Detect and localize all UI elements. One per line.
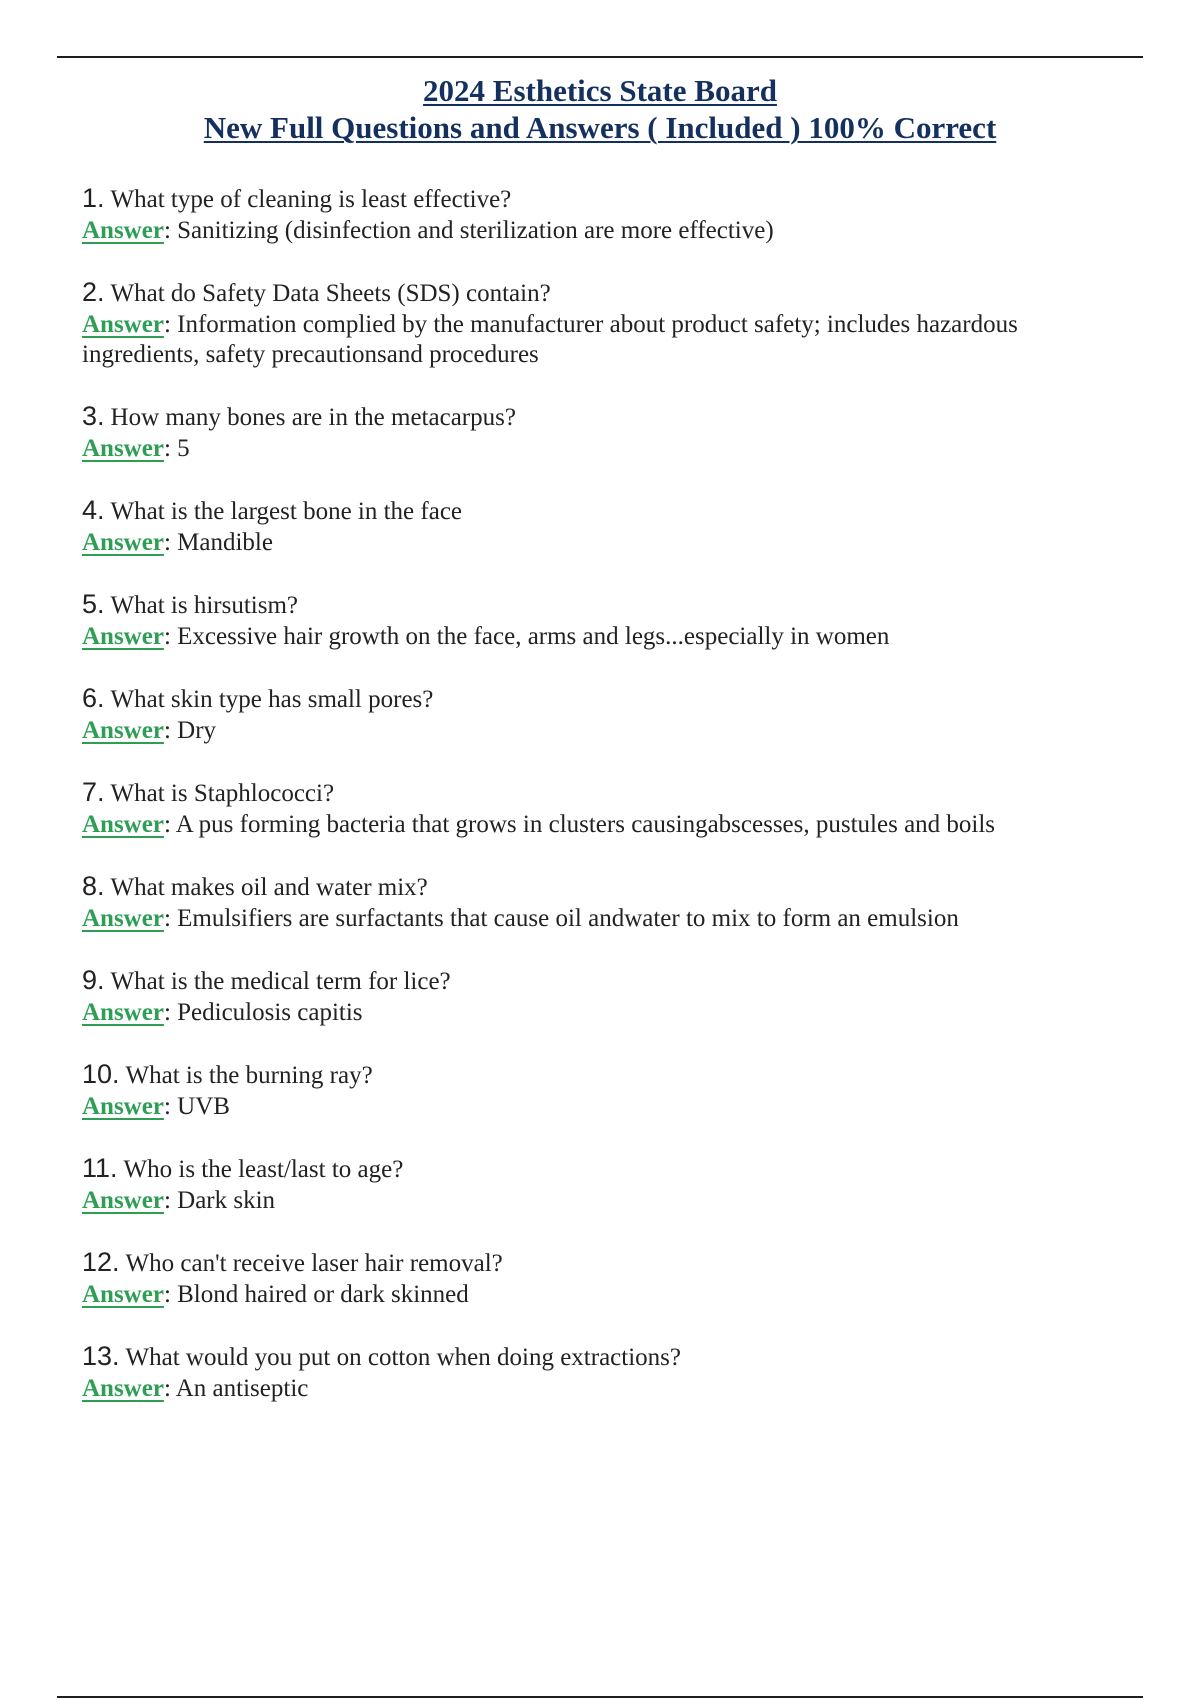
qa-item: [82, 776, 1132, 840]
answer: [82, 716, 1132, 746]
answer-text: : UVB: [163, 1093, 230, 1120]
answer-text: : Sanitizing (disinfection and sterilization are more effective): [163, 217, 774, 244]
question-number: 2.: [82, 277, 105, 307]
question-text: What is the burning ray?: [125, 1062, 373, 1089]
answer-label: Answer: [82, 811, 164, 838]
question-number: 9.: [82, 965, 105, 995]
question: [82, 870, 1132, 904]
question-number: 8.: [82, 871, 105, 901]
qa-item: [82, 682, 1132, 746]
answer: [82, 310, 1132, 370]
question-number: 5.: [82, 589, 105, 619]
question-number: 13.: [82, 1341, 120, 1371]
answer: [82, 998, 1132, 1028]
answer-label: Answer: [82, 217, 164, 244]
question: [82, 1058, 1132, 1092]
question-text: What type of cleaning is least effective?: [110, 186, 512, 213]
question-number: 1.: [82, 183, 105, 213]
question-number: 10.: [82, 1059, 120, 1089]
answer: [82, 810, 1132, 840]
answer: [82, 1280, 1132, 1310]
answer: [82, 1374, 1132, 1404]
question-text: Who is the least/last to age?: [123, 1156, 404, 1183]
answer: [82, 1092, 1132, 1122]
question-text: What is hirsutism?: [110, 592, 299, 619]
question-number: 12.: [82, 1247, 120, 1277]
question-text: How many bones are in the metacarpus?: [110, 404, 516, 431]
answer: [82, 434, 1132, 464]
question: [82, 588, 1132, 622]
bottom-divider: [57, 1696, 1143, 1698]
answer-label: Answer: [82, 1093, 164, 1120]
answer-label: Answer: [82, 623, 164, 650]
title-line-2: New Full Questions and Answers ( Included ) 100% Correct: [203, 110, 997, 145]
qa-list: [82, 182, 1132, 1434]
qa-item: [82, 276, 1132, 370]
question: [82, 964, 1132, 998]
answer-text: : Mandible: [163, 529, 273, 556]
answer-label: Answer: [82, 905, 164, 932]
document-title: [0, 72, 1200, 146]
answer-text: : Pediculosis capitis: [163, 999, 363, 1026]
question: [82, 1152, 1132, 1186]
question-text: What do Safety Data Sheets (SDS) contain?: [110, 280, 551, 307]
question-text: What skin type has small pores?: [110, 686, 434, 713]
question-text: What is the largest bone in the face: [110, 498, 463, 525]
question: [82, 182, 1132, 216]
qa-item: [82, 964, 1132, 1028]
qa-item: [82, 1058, 1132, 1122]
question-text: What would you put on cotton when doing extractions?: [125, 1344, 681, 1371]
answer-text: : An antiseptic: [163, 1375, 309, 1402]
question-text: What is the medical term for lice?: [110, 968, 451, 995]
question-number: 4.: [82, 495, 105, 525]
answer-text: : Excessive hair growth on the face, arms and legs...especially in women: [163, 623, 890, 650]
answer-text: : A pus forming bacteria that grows in clusters causingabscesses, pustules and boils: [163, 811, 996, 838]
answer-label: Answer: [82, 1187, 164, 1214]
question: [82, 400, 1132, 434]
answer-label: Answer: [82, 717, 164, 744]
question: [82, 1246, 1132, 1280]
question: [82, 682, 1132, 716]
question-number: 11.: [82, 1153, 118, 1183]
qa-item: [82, 588, 1132, 652]
question-number: 3.: [82, 401, 105, 431]
qa-item: [82, 1340, 1132, 1404]
question: [82, 494, 1132, 528]
answer-text: : Emulsifiers are surfactants that cause oil andwater to mix to form an emulsion: [163, 905, 959, 932]
answer-label: Answer: [82, 435, 164, 462]
question-number: 6.: [82, 683, 105, 713]
answer-label: Answer: [82, 529, 164, 556]
qa-item: [82, 494, 1132, 558]
answer: [82, 1186, 1132, 1216]
qa-item: [82, 182, 1132, 246]
answer-text: : Dry: [163, 717, 217, 744]
answer: [82, 528, 1132, 558]
answer-text: : Blond haired or dark skinned: [163, 1281, 469, 1308]
answer-label: Answer: [82, 1281, 164, 1308]
question-number: 7.: [82, 777, 105, 807]
question: [82, 276, 1132, 310]
answer: [82, 622, 1132, 652]
answer: [82, 904, 1132, 934]
qa-item: [82, 1246, 1132, 1310]
top-divider: [57, 56, 1143, 58]
title-line-1: 2024 Esthetics State Board: [423, 73, 777, 108]
question-text: What makes oil and water mix?: [110, 874, 428, 901]
question: [82, 776, 1132, 810]
answer-label: Answer: [82, 311, 164, 338]
question-text: What is Staphlococci?: [110, 780, 335, 807]
answer: [82, 216, 1132, 246]
qa-item: [82, 1152, 1132, 1216]
answer-text: : Information complied by the manufacturer about product safety; includes hazardous ingredients, safety precautionsand procedures: [82, 311, 1018, 368]
question-text: Who can't receive laser hair removal?: [125, 1250, 503, 1277]
question: [82, 1340, 1132, 1374]
answer-text: : 5: [163, 435, 190, 462]
answer-text: : Dark skin: [163, 1187, 276, 1214]
answer-label: Answer: [82, 1375, 164, 1402]
answer-label: Answer: [82, 999, 164, 1026]
qa-item: [82, 400, 1132, 464]
qa-item: [82, 870, 1132, 934]
